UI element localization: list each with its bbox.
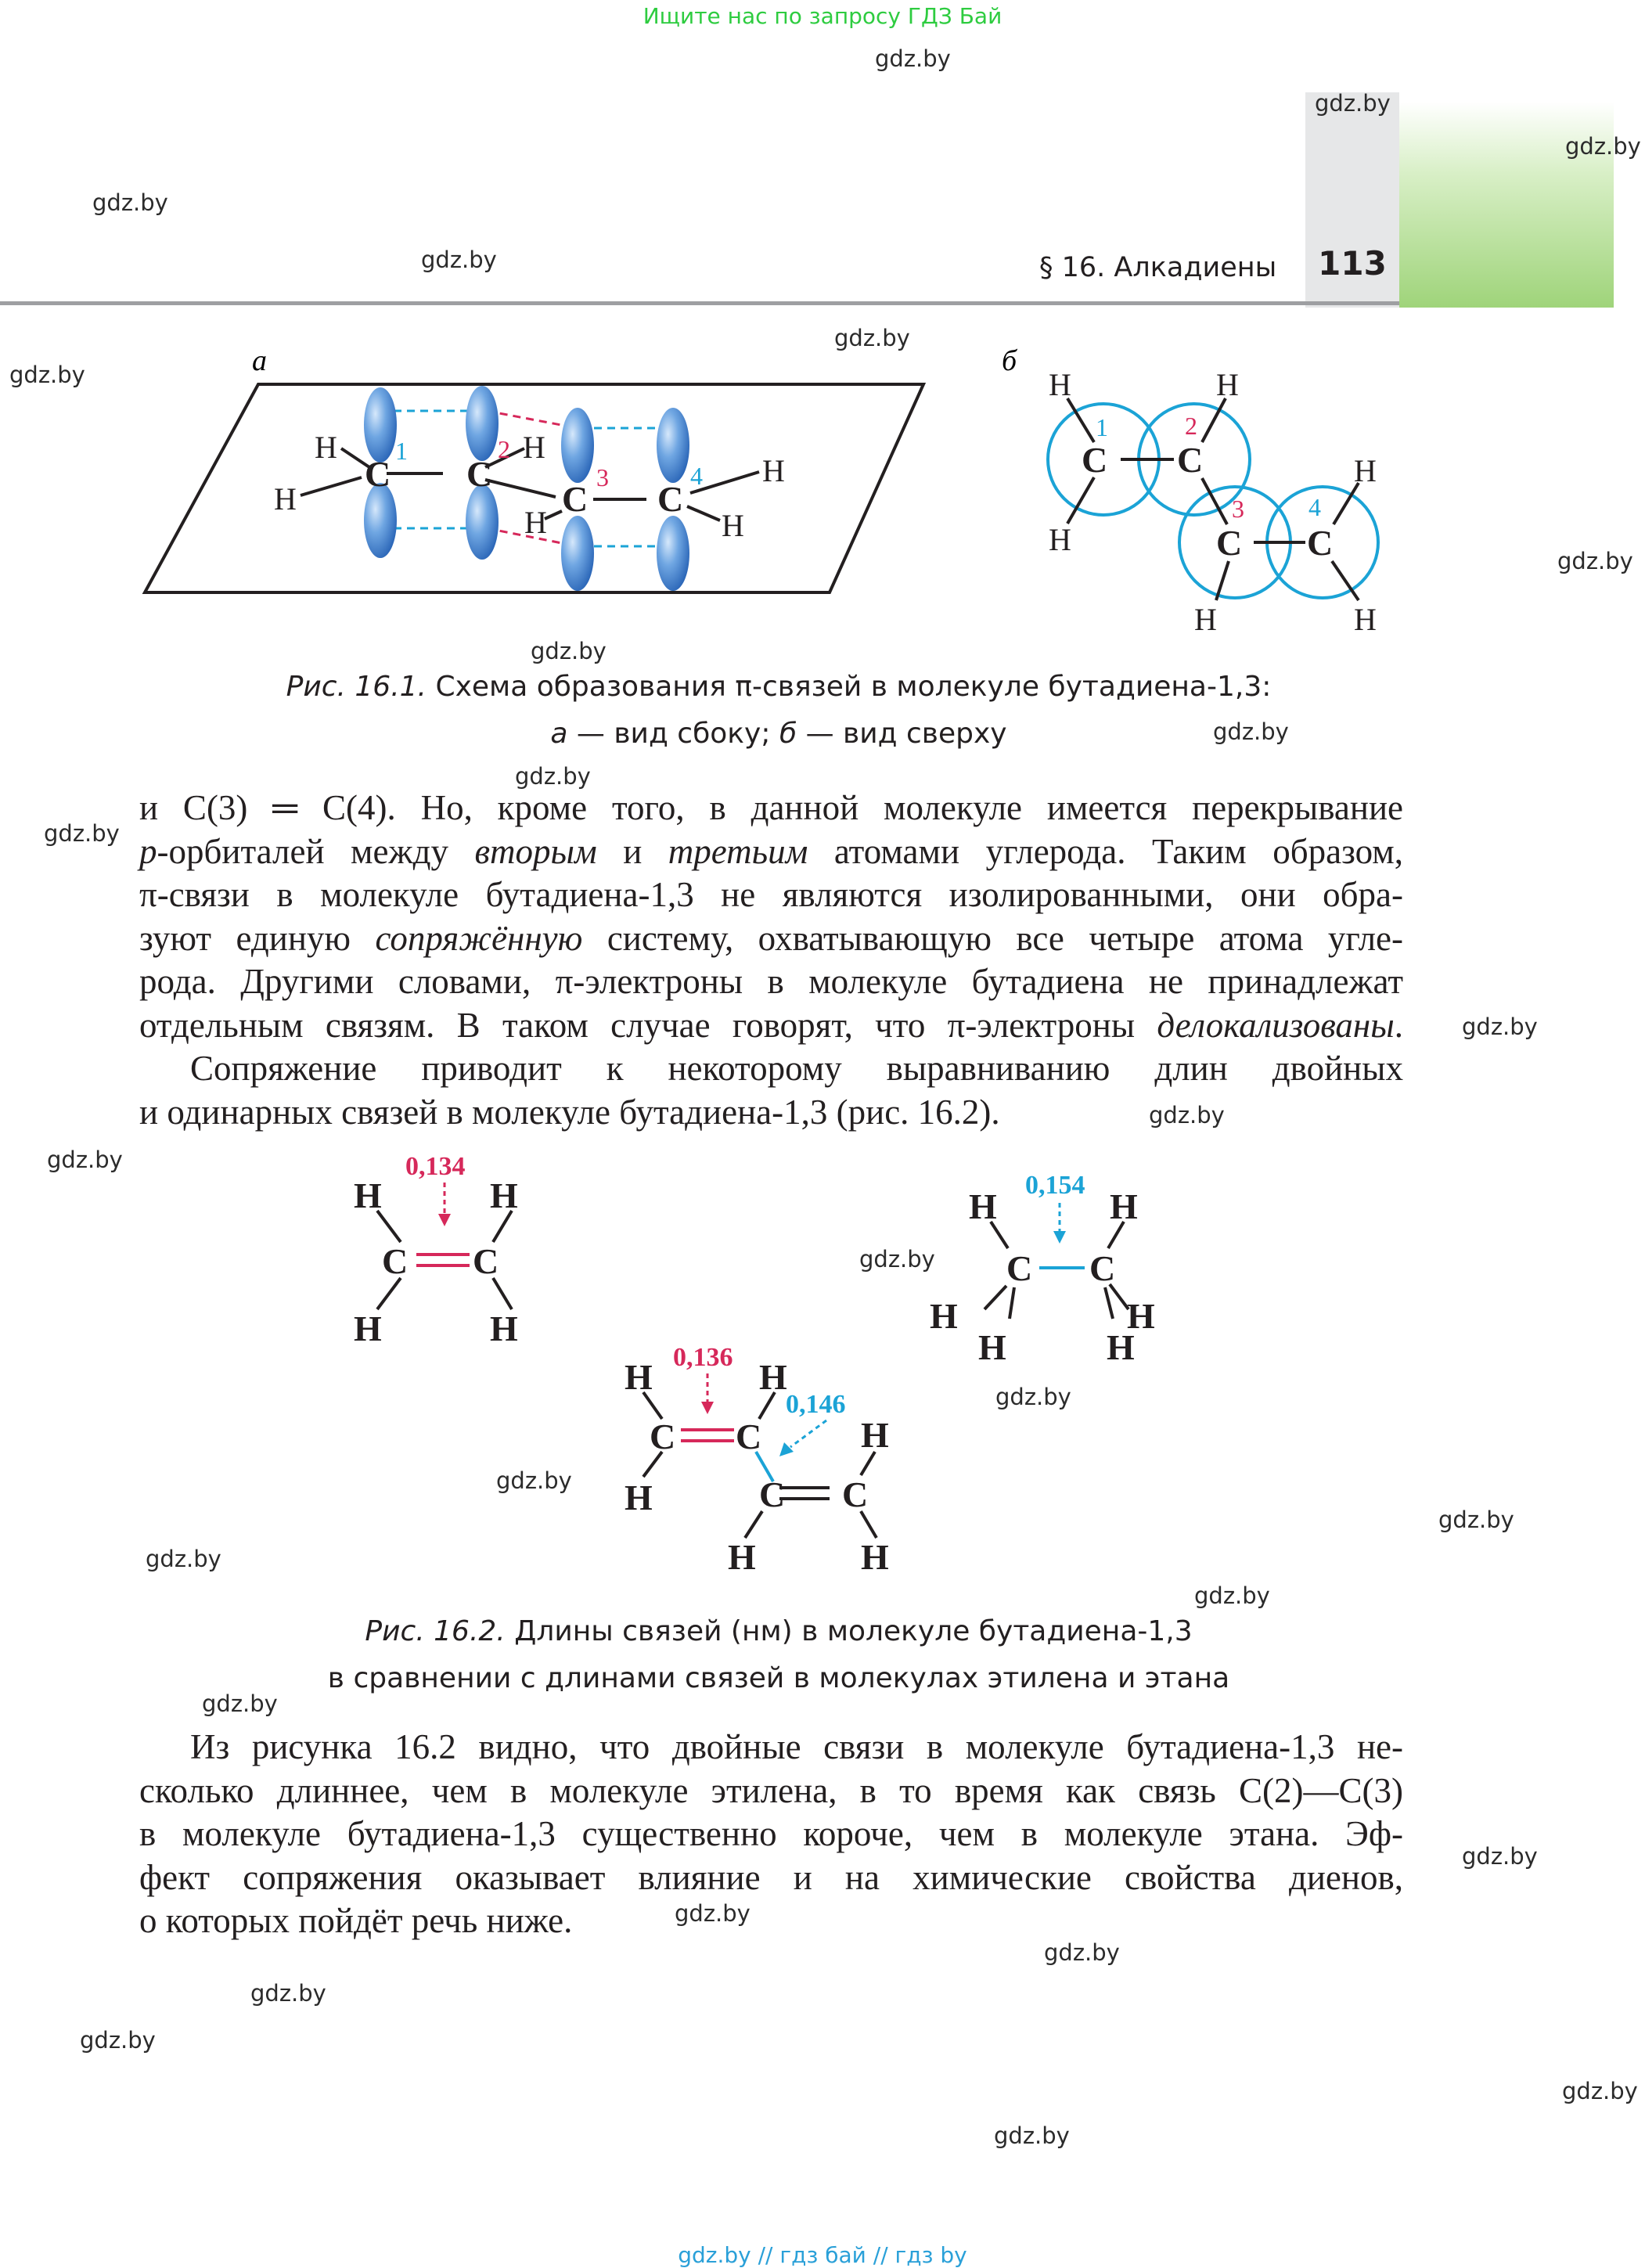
atom-c: C bbox=[382, 1241, 409, 1281]
text-line: π-связи в молекуле бутадиена-1,3 не являются изолированными, они обра- bbox=[139, 875, 1403, 914]
text-span: -орбиталей между bbox=[157, 831, 475, 871]
watermark: gdz.by bbox=[9, 362, 85, 388]
watermark: gdz.by bbox=[1194, 1582, 1270, 1609]
atom-h: H bbox=[490, 1175, 518, 1215]
carbon-number-2: 2 bbox=[498, 435, 510, 463]
length-label-ethane: 0,154 bbox=[1025, 1171, 1085, 1200]
carbon-number-4: 4 bbox=[690, 462, 703, 490]
atom-c3: C bbox=[1216, 523, 1243, 563]
header-rule bbox=[0, 301, 1399, 305]
carbon-number-1: 1 bbox=[1096, 413, 1108, 441]
text-span: зуют единую bbox=[139, 918, 376, 958]
atom-h: H bbox=[861, 1415, 889, 1455]
watermark: gdz.by bbox=[250, 1980, 326, 2007]
atom-h: H bbox=[759, 1357, 787, 1397]
atom-c: C bbox=[1089, 1248, 1116, 1288]
atom-h: H bbox=[1216, 367, 1239, 402]
watermark: gdz.by bbox=[1462, 1843, 1538, 1870]
atom-c4: C bbox=[657, 479, 684, 519]
atom-c2: C bbox=[466, 454, 493, 494]
atom-h: H bbox=[722, 508, 744, 543]
caption-b-text: — вид сверху bbox=[797, 718, 1007, 750]
atom-h: H bbox=[524, 505, 547, 540]
caption-prefix: Рис. 16.1. bbox=[286, 671, 427, 703]
atom-h: H bbox=[354, 1309, 382, 1348]
watermark: gdz.by bbox=[496, 1467, 572, 1494]
atom-h: H bbox=[1194, 602, 1217, 637]
side-view-diagram bbox=[145, 344, 923, 592]
ethane-molecule bbox=[930, 1171, 1155, 1367]
text-line: и одинарных связей в молекуле бутадиена-1,3 (рис. 16.2). bbox=[139, 1092, 1000, 1132]
text-line: сколько длиннее, чем в молекуле этилена, в то время как связь C(2)—C(3) bbox=[139, 1770, 1403, 1810]
top-view-diagram bbox=[1002, 344, 1378, 637]
caption-text: Длины связей (нм) в молекуле бутадиена-1,3 bbox=[505, 1615, 1193, 1647]
atom-c2: C bbox=[1177, 440, 1204, 480]
atom-h: H bbox=[1049, 367, 1071, 402]
watermark: gdz.by bbox=[1565, 133, 1641, 160]
caption-text: Схема образования π-связей в молекуле бутадиена-1,3: bbox=[427, 671, 1272, 703]
body-text-block-2 bbox=[139, 1726, 1403, 1943]
watermark: gdz.by bbox=[1438, 1507, 1514, 1533]
atom-h: H bbox=[1354, 602, 1377, 637]
watermark: gdz.by bbox=[146, 1546, 221, 1572]
atom-h: H bbox=[1127, 1296, 1155, 1336]
watermark: gdz.by bbox=[515, 763, 591, 790]
watermark: gdz.by bbox=[531, 638, 607, 664]
atom-c: C bbox=[842, 1474, 869, 1514]
atom-c: C bbox=[759, 1474, 786, 1514]
atom-h: H bbox=[274, 481, 297, 517]
length-label-double: 0,136 bbox=[673, 1343, 733, 1372]
bond-c3-h bbox=[545, 511, 562, 519]
watermark: gdz.by bbox=[675, 1900, 751, 1927]
watermark: gdz.by bbox=[875, 45, 951, 72]
butadiene-molecule bbox=[625, 1343, 889, 1577]
atom-h: H bbox=[969, 1186, 997, 1226]
caption-text: в сравнении с длинами связей в молекулах этилена и этана bbox=[327, 1662, 1230, 1694]
watermark: gdz.by bbox=[1044, 1939, 1120, 1966]
atom-h: H bbox=[315, 430, 337, 465]
text-line: рода. Другими словами, π-электроны в молекуле бутадиена не принадлежат bbox=[139, 962, 1403, 1001]
caption-a-text: — вид сбоку; bbox=[567, 718, 779, 750]
ethylene-molecule bbox=[354, 1152, 518, 1348]
top-search-note: Ищите нас по запросу ГДЗ Бай bbox=[643, 3, 1002, 29]
text-line bbox=[139, 917, 1403, 961]
atom-c1: C bbox=[365, 454, 391, 494]
carbon-number-4: 4 bbox=[1308, 493, 1321, 521]
text-line: Из рисунка 16.2 видно, что двойные связи в молекуле бутадиена-1,3 не- bbox=[190, 1727, 1403, 1766]
watermark: gdz.by bbox=[1557, 548, 1633, 574]
atom-c: C bbox=[473, 1241, 499, 1281]
caption-prefix: Рис. 16.2. bbox=[365, 1615, 506, 1647]
watermark: gdz.by bbox=[1462, 1013, 1538, 1040]
text-span: атомами углерода. Таким образом, bbox=[808, 831, 1403, 871]
watermark: gdz.by bbox=[834, 325, 910, 351]
atom-h: H bbox=[728, 1537, 756, 1577]
atom-c: C bbox=[650, 1417, 676, 1456]
figure-16-1-caption bbox=[117, 664, 1440, 758]
watermark: gdz.by bbox=[1149, 1102, 1225, 1129]
atom-h: H bbox=[1354, 453, 1377, 488]
text-line: фект сопряжения оказывает влияние и на химические свойства диенов, bbox=[139, 1857, 1403, 1897]
molecular-plane bbox=[145, 384, 923, 592]
text-line bbox=[139, 1004, 1403, 1048]
section-title: § 16. Алкадиены bbox=[1039, 252, 1277, 283]
atom-c: C bbox=[1006, 1248, 1033, 1288]
label-a: а bbox=[252, 344, 267, 377]
watermark: gdz.by bbox=[47, 1147, 123, 1173]
watermark: gdz.by bbox=[994, 2122, 1070, 2149]
text-italic: сопряжённую bbox=[375, 918, 583, 958]
atom-h: H bbox=[625, 1357, 653, 1397]
text-line: Сопряжение приводит к некоторому выравниванию длин двойных bbox=[190, 1049, 1403, 1088]
watermark: gdz.by bbox=[80, 2027, 156, 2054]
atom-c3: C bbox=[562, 479, 589, 519]
atom-h: H bbox=[978, 1327, 1006, 1367]
text-span: отдельным связям. В таком случае говорят, что π-электроны bbox=[139, 1005, 1157, 1045]
carbon-number-1: 1 bbox=[395, 437, 408, 465]
atom-h: H bbox=[930, 1296, 958, 1336]
watermark: gdz.by bbox=[92, 189, 168, 216]
atom-h: H bbox=[1049, 522, 1071, 557]
text-span: систему, охватывающую все четыре атома угле- bbox=[582, 918, 1403, 958]
label-b: б bbox=[1002, 344, 1017, 377]
text-line: о которых пойдёт речь ниже. bbox=[139, 1901, 573, 1940]
length-label-single: 0,146 bbox=[786, 1390, 846, 1419]
watermark: gdz.by bbox=[1315, 90, 1391, 117]
text-italic: вторым bbox=[474, 831, 597, 871]
text-span: . bbox=[1394, 1005, 1403, 1045]
figure-16-2 bbox=[313, 1147, 1252, 1585]
atom-h: H bbox=[1110, 1186, 1138, 1226]
watermark: gdz.by bbox=[44, 820, 120, 847]
text-italic: р bbox=[139, 831, 157, 871]
carbon-number-2: 2 bbox=[1185, 412, 1197, 440]
carbon-number-3: 3 bbox=[1232, 495, 1244, 523]
length-label-ethylene: 0,134 bbox=[405, 1152, 466, 1181]
text-italic: делокализованы bbox=[1157, 1005, 1395, 1045]
watermark: gdz.by bbox=[202, 1690, 278, 1717]
text-line: и C(3) ═ C(4). Но, кроме того, в данной молекуле имеется перекрывание bbox=[139, 788, 1403, 827]
carbon-number-3: 3 bbox=[596, 463, 609, 491]
atom-c1: C bbox=[1082, 440, 1108, 480]
bond-h-c1 bbox=[301, 477, 362, 495]
atom-h: H bbox=[1107, 1327, 1135, 1367]
atom-c: C bbox=[736, 1417, 762, 1456]
figure-16-2-caption bbox=[117, 1608, 1440, 1702]
atom-h: H bbox=[861, 1537, 889, 1577]
figure-16-1 bbox=[133, 333, 1401, 653]
text-line: в молекуле бутадиена-1,3 существенно короче, чем в молекуле этана. Эф- bbox=[139, 1814, 1403, 1853]
watermark: gdz.by bbox=[421, 247, 497, 273]
atom-h: H bbox=[490, 1309, 518, 1348]
caption-b: б bbox=[779, 718, 797, 750]
footer-links: gdz.by // гдз бай // гдз by bbox=[678, 2242, 967, 2268]
watermark: gdz.by bbox=[859, 1246, 935, 1273]
text-span: и bbox=[596, 831, 668, 871]
bond-c4-h bbox=[687, 506, 720, 520]
atom-h: H bbox=[523, 430, 545, 465]
bond-c2-c3 bbox=[485, 480, 556, 497]
body-text-block-1 bbox=[139, 787, 1403, 1134]
caption-a: а bbox=[550, 718, 568, 750]
text-line bbox=[139, 830, 1403, 874]
watermark: gdz.by bbox=[1213, 718, 1289, 745]
page-number: 113 bbox=[1318, 244, 1387, 283]
atom-h: H bbox=[762, 453, 785, 488]
watermark: gdz.by bbox=[1562, 2078, 1638, 2104]
atom-c4: C bbox=[1307, 523, 1334, 563]
text-italic: третьим bbox=[668, 831, 808, 871]
atom-h: H bbox=[354, 1175, 382, 1215]
watermark: gdz.by bbox=[995, 1384, 1071, 1410]
atom-h: H bbox=[625, 1478, 653, 1517]
